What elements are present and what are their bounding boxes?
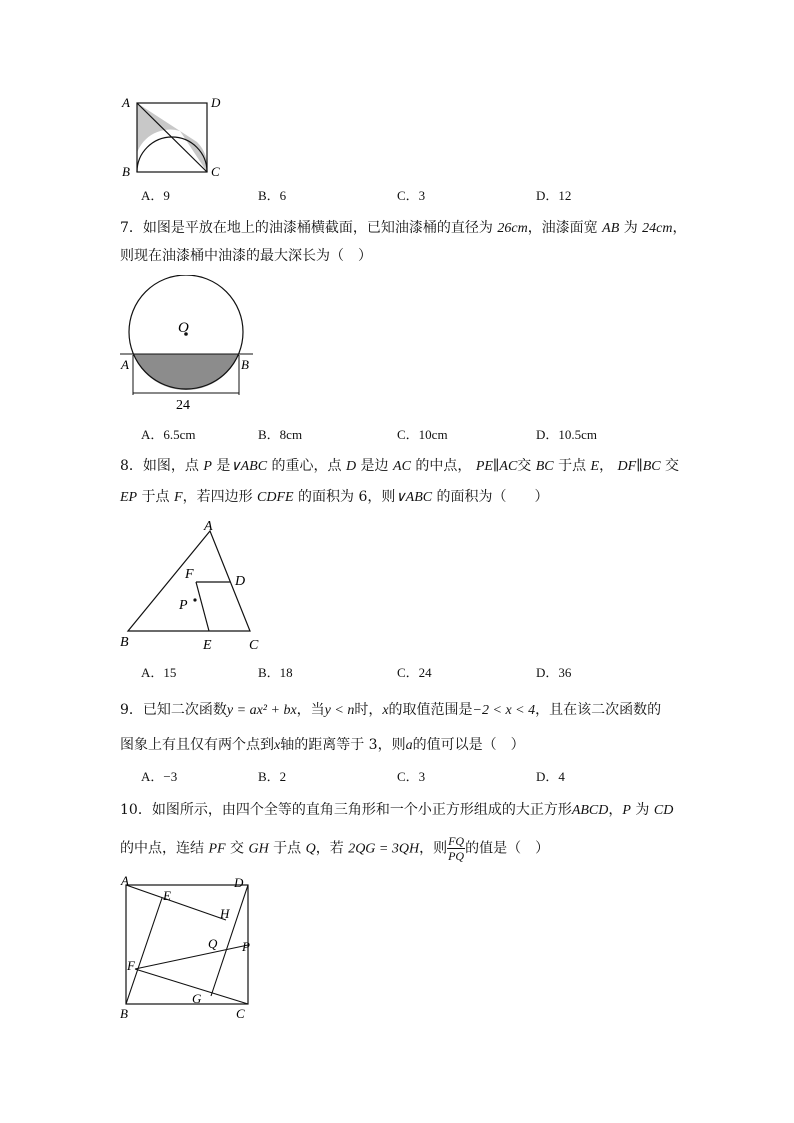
q10-line-ah <box>126 885 226 920</box>
q6-label-b: B <box>122 164 130 179</box>
q9-option-b: B．2 <box>258 769 287 784</box>
q6-label-a: A <box>122 95 130 110</box>
q8-option-d: D．36 <box>536 665 572 680</box>
q7-label-a: A <box>121 357 129 372</box>
q8-label-b: B <box>120 635 129 650</box>
q10-fraction-num: FQ <box>448 834 465 848</box>
q7-label-o: O <box>178 320 189 336</box>
q7-paint-region <box>133 354 239 390</box>
q9-option-a: A．−3 <box>141 769 178 784</box>
q9-option-d: D．4 <box>536 769 565 784</box>
q10-stem-line1: 10．如图所示，由四个全等的直角三角形和一个小正方形组成的大正方形ABCD，P 为 CD <box>120 802 674 818</box>
q10-label-h: H <box>220 906 230 921</box>
q9-stem-line2: 图象上有且仅有两个点到x轴的距离等于 3，则a的值可以是（ ） <box>120 737 525 753</box>
q8-label-d: D <box>235 574 246 589</box>
q7-label-b: B <box>241 357 249 372</box>
q8-option-c: C．24 <box>397 665 432 680</box>
q10-label-f: F <box>127 958 135 973</box>
q6-option-a: A．9 <box>141 188 170 203</box>
q7-option-b: B．8cm <box>258 427 303 442</box>
q8-stem-line2: EP 于点 F，若四边形 CDFE 的面积为 6，则∨ABC 的面积为（ ） <box>120 489 549 505</box>
q7-stem-line2: 则现在油漆桶中油漆的最大深长为（ ） <box>120 248 372 264</box>
q10-label-q: Q <box>208 936 218 951</box>
q8-point-p <box>193 598 196 601</box>
q6-label-c: C <box>211 164 220 179</box>
q7-option-d: D．10.5cm <box>536 427 598 442</box>
q6-figure <box>115 92 225 182</box>
q10-label-a: A <box>121 873 129 888</box>
q10-fraction-den: PQ <box>448 849 465 863</box>
q8-label-e: E <box>203 638 212 653</box>
q8-figure <box>115 515 275 655</box>
q10-label-g: G <box>192 991 202 1006</box>
q10-label-c: C <box>236 1006 245 1021</box>
q6-label-d: D <box>211 95 221 110</box>
q10-label-e: E <box>163 888 171 903</box>
q9-stem-line1: 9．已知二次函数y = ax² + bx，当y < n时，x的取值范围是−2 < x < 4，且在该二次函数的 <box>120 702 662 718</box>
q10-fraction <box>447 834 465 863</box>
q10-label-d: D <box>234 875 244 890</box>
q6-shaded-region-2 <box>180 131 207 172</box>
q7-figure <box>115 275 260 415</box>
q9-option-c: C．3 <box>397 769 426 784</box>
q10-label-p: P <box>242 939 250 954</box>
q10-label-b: B <box>120 1006 128 1021</box>
q6-option-c: C．3 <box>397 188 426 203</box>
q7-option-c: C．10cm <box>397 427 448 442</box>
q8-segment-fe <box>196 582 209 631</box>
q8-stem-line1: 8．如图，点 P 是∨ABC 的重心，点 D 是边 AC 的中点， PE∥AC交 BC 于点 E， DF∥BC 交 <box>120 458 680 474</box>
q8-label-c: C <box>249 638 259 653</box>
q10-line-fp <box>135 945 248 969</box>
q7-option-a: A．6.5cm <box>141 427 196 442</box>
q10-stem-line2: 的中点，连结 PF 交 GH 于点 Q，若 2QG = 3QH，则 $\frac{FQ}{PQ}$ 的值是（ ） <box>120 834 550 863</box>
q8-option-b: B．18 <box>258 665 293 680</box>
q8-label-a: A <box>204 519 213 534</box>
q6-shaded-region <box>137 103 180 153</box>
q10-square-abcd <box>126 885 248 1004</box>
q6-option-b: B．6 <box>258 188 287 203</box>
q8-label-f: F <box>185 567 194 582</box>
q8-option-a: A．15 <box>141 665 177 680</box>
q10-line-be <box>126 898 162 1004</box>
q10-figure <box>115 872 265 1022</box>
q8-label-p: P <box>179 598 188 613</box>
q6-option-d: D．12 <box>536 188 572 203</box>
q7-label-width: 24 <box>176 398 190 413</box>
q7-stem-line1: 7．如图是平放在地上的油漆桶横截面，已知油漆桶的直径为 26cm，油漆面宽 AB 为 24cm， <box>120 220 687 236</box>
